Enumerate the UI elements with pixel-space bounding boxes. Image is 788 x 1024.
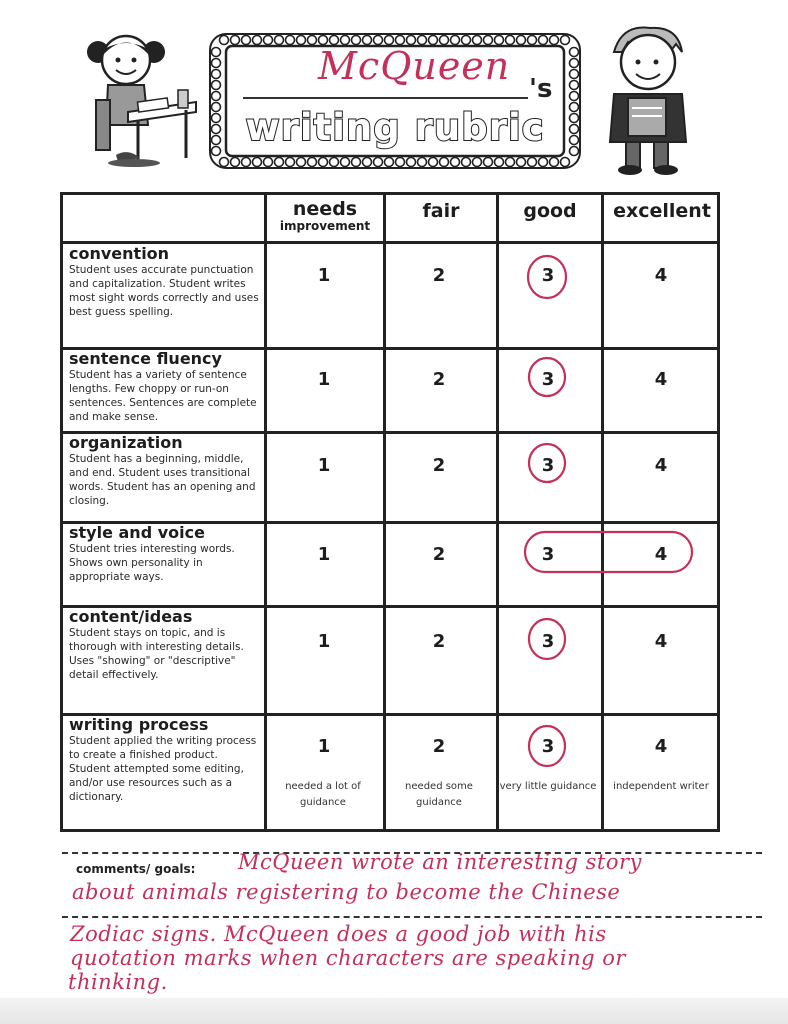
criterion-title: sentence fluency <box>69 349 222 368</box>
student-name: McQueen <box>318 44 511 88</box>
criterion-title: convention <box>69 244 170 263</box>
criterion-title: writing process <box>69 715 209 734</box>
score-4: 4 <box>654 455 668 476</box>
score-4: 4 <box>654 736 668 757</box>
name-underline <box>243 97 528 99</box>
score-2: 2 <box>432 544 446 565</box>
score-4: 4 <box>654 631 668 652</box>
score-3: 3 <box>541 455 555 476</box>
comments-label: comments/ goals: <box>76 862 196 876</box>
score-1: 1 <box>317 369 331 390</box>
page-title: writing rubric <box>245 106 545 149</box>
criterion-title: content/ideas <box>69 607 193 626</box>
name-possessive: 's <box>529 74 553 104</box>
column-header-excellent: excellent <box>613 200 711 222</box>
column-header-sublabel: improvement <box>279 219 371 233</box>
column-header-needs-improvement <box>267 199 383 233</box>
column-divider <box>383 195 386 829</box>
process-note-excellent: independent writer <box>613 781 709 792</box>
score-3: 3 <box>541 544 555 565</box>
score-1: 1 <box>317 736 331 757</box>
score-1: 1 <box>317 265 331 286</box>
score-3: 3 <box>541 265 555 286</box>
comment-line: quotation marks when characters are speaking or <box>70 946 626 970</box>
criterion-title: style and voice <box>69 523 205 542</box>
criterion-description: Student has a variety of sentence lengths. Few choppy or run-on sentences. Sentences are complete and make sense. <box>69 369 257 423</box>
process-note-good: very little guidance <box>499 781 597 792</box>
comment-line: McQueen wrote an interesting story <box>238 850 642 874</box>
criterion-content-ideas <box>69 608 261 682</box>
score-4: 4 <box>654 265 668 286</box>
criterion-writing-process <box>69 716 261 804</box>
criterion-description: Student stays on topic, and is thorough with interesting details. Uses "showing" or "descriptive" detail effectively. <box>69 627 244 681</box>
comment-line: thinking. <box>68 970 168 994</box>
score-2: 2 <box>432 369 446 390</box>
criterion-description: Student has a beginning, middle, and end. Student uses transitional words. Student has an opening and closing. <box>69 453 256 507</box>
comment-line: Zodiac signs. McQueen does a good job with his <box>70 922 607 946</box>
column-header-label: needs <box>292 198 358 220</box>
process-note-needs-improvement: needed a lot of guidance <box>285 781 361 808</box>
score-2: 2 <box>432 455 446 476</box>
score-3: 3 <box>541 736 555 757</box>
criterion-description: Student uses accurate punctuation and capitalization. Student writes most sight words correctly and uses best guess spelling. <box>69 264 259 318</box>
criterion-title: organization <box>69 433 183 452</box>
score-3: 3 <box>541 631 555 652</box>
column-header-fair: fair <box>422 200 460 222</box>
column-divider <box>496 195 499 829</box>
column-divider <box>264 195 267 829</box>
girl-at-desk-icon <box>78 30 198 170</box>
score-2: 2 <box>432 265 446 286</box>
comments-box-divider <box>62 916 762 918</box>
criterion-sentence-fluency <box>69 350 261 424</box>
scan-bottom-edge <box>0 998 788 1024</box>
rubric-table <box>60 192 720 832</box>
score-1: 1 <box>317 455 331 476</box>
comment-line: about animals registering to become the Chinese <box>72 880 621 904</box>
score-2: 2 <box>432 736 446 757</box>
criterion-style-and-voice <box>69 524 261 584</box>
criterion-convention <box>69 245 261 319</box>
score-2: 2 <box>432 631 446 652</box>
score-4: 4 <box>654 544 668 565</box>
process-note-fair: needed some guidance <box>405 781 473 808</box>
criterion-organization <box>69 434 261 508</box>
score-1: 1 <box>317 544 331 565</box>
column-divider <box>601 195 604 829</box>
boy-with-book-icon <box>592 22 702 177</box>
column-header-good: good <box>523 200 577 222</box>
score-1: 1 <box>317 631 331 652</box>
score-4: 4 <box>654 369 668 390</box>
score-3: 3 <box>541 369 555 390</box>
criterion-description: Student tries interesting words. Shows own personality in appropriate ways. <box>69 543 235 583</box>
criterion-description: Student applied the writing process to create a finished product. Student attempted some editing, and/or use resources such as a dictionary. <box>69 735 257 803</box>
